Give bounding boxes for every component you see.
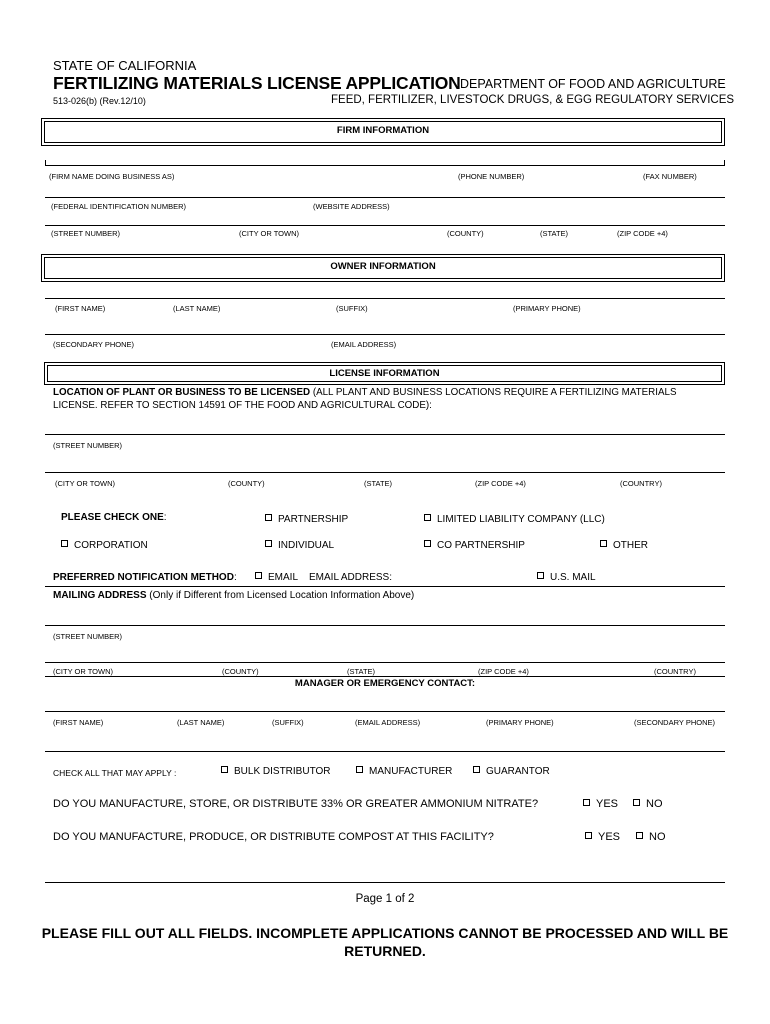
license-row-1-line (45, 434, 725, 435)
checkbox-icon[interactable] (356, 766, 363, 773)
mailing-country-field[interactable]: (COUNTRY) (654, 667, 696, 676)
mailing-row-3-line (45, 676, 725, 677)
guarantor-checkbox[interactable]: GUARANTOR (473, 766, 550, 777)
manufacturer-checkbox[interactable]: MANUFACTURER (356, 766, 452, 777)
location-heading: LOCATION OF PLANT OR BUSINESS TO BE LICENSED (53, 387, 311, 398)
owner-section-header (41, 254, 725, 282)
mailing-city-field[interactable]: (CITY OR TOWN) (53, 667, 113, 676)
license-section-title: LICENSE INFORMATION (329, 368, 440, 379)
activities-label: CHECK ALL THAT MAY APPLY : (53, 768, 177, 778)
check-one-label: PLEASE CHECK ONE: (61, 512, 167, 523)
checkbox-icon[interactable] (473, 766, 480, 773)
divider (724, 160, 725, 166)
firm-section-title: FIRM INFORMATION (336, 125, 430, 136)
owner-secondary-phone-field[interactable]: (SECONDARY PHONE) (53, 340, 134, 349)
bottom-line (45, 882, 725, 883)
ammonium-no-checkbox[interactable]: NO (633, 798, 663, 810)
page-number: Page 1 of 2 (355, 893, 415, 905)
checkbox-icon[interactable] (600, 540, 607, 547)
state-name: STATE OF CALIFORNIA (53, 58, 197, 73)
firm-street-field[interactable]: (STREET NUMBER) (51, 229, 121, 238)
firm-county-field[interactable]: (COUNTY) (447, 229, 484, 238)
checkbox-icon[interactable] (537, 572, 544, 579)
incomplete-notice: PLEASE FILL OUT ALL FIELDS. INCOMPLETE APPLICATIONS CANNOT BE PROCESSED AND WILL BE RETURNED. (41, 925, 729, 959)
firm-row-3-line (45, 225, 725, 226)
owner-email-field[interactable]: (EMAIL ADDRESS) (331, 340, 397, 349)
license-section-header (44, 362, 725, 385)
owner-row-2-line (45, 334, 725, 335)
owner-suffix-field[interactable]: (SUFFIX) (336, 304, 368, 313)
individual-checkbox[interactable]: INDIVIDUAL (265, 540, 334, 551)
checkbox-icon[interactable] (585, 832, 592, 839)
mailing-zip-field[interactable]: (ZIP CODE +4) (478, 667, 529, 676)
owner-row-1-line (45, 298, 725, 299)
division-name: FEED, FERTILIZER, LIVESTOCK DRUGS, & EGG REGULATORY SERVICES (331, 94, 735, 106)
mailing-state-field[interactable]: (STATE) (347, 667, 376, 676)
other-checkbox[interactable]: OTHER (600, 540, 648, 551)
firm-name-field[interactable]: (FIRM NAME DOING BUSINESS AS) (49, 172, 175, 181)
license-row-2-line (45, 472, 725, 473)
notification-email-address-field[interactable]: EMAIL ADDRESS: (309, 572, 392, 583)
checkbox-icon[interactable] (255, 572, 262, 579)
owner-primary-phone-field[interactable]: (PRIMARY PHONE) (513, 304, 581, 313)
firm-fax-field[interactable]: (FAX NUMBER) (643, 172, 697, 181)
mailing-county-field[interactable]: (COUNTY) (222, 667, 259, 676)
checkbox-icon[interactable] (633, 799, 640, 806)
llc-checkbox[interactable]: LIMITED LIABILITY COMPANY (LLC) (424, 514, 605, 525)
website-field[interactable]: (WEBSITE ADDRESS) (313, 202, 390, 211)
location-city-field[interactable]: (CITY OR TOWN) (55, 479, 115, 488)
checkbox-icon[interactable] (265, 540, 272, 547)
partnership-checkbox[interactable]: PARTNERSHIP (265, 514, 348, 525)
checkbox-icon[interactable] (636, 832, 643, 839)
location-county-field[interactable]: (COUNTY) (228, 479, 265, 488)
manager-row-line (45, 711, 725, 712)
location-country-field[interactable]: (COUNTRY) (620, 479, 662, 488)
firm-zip-field[interactable]: (ZIP CODE +4) (617, 229, 668, 238)
ammonium-nitrate-question: DO YOU MANUFACTURE, STORE, OR DISTRIBUTE 33% OR GREATER AMMONIUM NITRATE? (53, 798, 539, 810)
checkbox-icon[interactable] (583, 799, 590, 806)
firm-phone-field[interactable]: (PHONE NUMBER) (458, 172, 525, 181)
manager-bottom-line (45, 751, 725, 752)
checkbox-icon[interactable] (265, 514, 272, 521)
location-state-field[interactable]: (STATE) (364, 479, 393, 488)
compost-no-checkbox[interactable]: NO (636, 831, 666, 843)
mailing-row-1-line (45, 625, 725, 626)
manager-primary-phone-field[interactable]: (PRIMARY PHONE) (486, 718, 554, 727)
notification-label: PREFERRED NOTIFICATION METHOD: (53, 572, 237, 583)
manager-email-field[interactable]: (EMAIL ADDRESS) (355, 718, 421, 727)
manager-heading: MANAGER OR EMERGENCY CONTACT: (294, 678, 476, 689)
compost-question: DO YOU MANUFACTURE, PRODUCE, OR DISTRIBUTE COMPOST AT THIS FACILITY? (53, 831, 494, 843)
divider (45, 160, 46, 166)
federal-id-field[interactable]: (FEDERAL IDENTIFICATION NUMBER) (51, 202, 187, 211)
location-note: (ALL PLANT AND BUSINESS LOCATIONS REQUIRE A FERTILIZING MATERIALS LICENSE. REFER TO SECTION 14591 OF THE FOOD AND AGRICULTURAL CODE): (53, 387, 677, 411)
firm-section-header (41, 118, 725, 146)
co-partnership-checkbox[interactable]: CO PARTNERSHIP (424, 540, 525, 551)
owner-section-title: OWNER INFORMATION (330, 261, 436, 272)
form-number: 513-026(b) (Rev.12/10) (53, 96, 146, 106)
bulk-distributor-checkbox[interactable]: BULK DISTRIBUTOR (221, 766, 331, 777)
checkbox-icon[interactable] (61, 540, 68, 547)
checkbox-icon[interactable] (221, 766, 228, 773)
manager-last-name-field[interactable]: (LAST NAME) (177, 718, 225, 727)
mailing-address-heading: MAILING ADDRESS (Only if Different from Licensed Location Information Above) (53, 590, 415, 601)
firm-row-1-line (45, 165, 725, 166)
manager-suffix-field[interactable]: (SUFFIX) (272, 718, 304, 727)
owner-first-name-field[interactable]: (FIRST NAME) (55, 304, 106, 313)
checkbox-icon[interactable] (424, 514, 431, 521)
location-street-field[interactable]: (STREET NUMBER) (53, 441, 123, 450)
notification-line (45, 586, 725, 587)
location-zip-field[interactable]: (ZIP CODE +4) (475, 479, 526, 488)
corporation-checkbox[interactable]: CORPORATION (61, 540, 148, 551)
owner-last-name-field[interactable]: (LAST NAME) (173, 304, 221, 313)
department-name: DEPARTMENT OF FOOD AND AGRICULTURE (460, 77, 726, 91)
manager-first-name-field[interactable]: (FIRST NAME) (53, 718, 104, 727)
firm-row-2-line (45, 197, 725, 198)
ammonium-yes-checkbox[interactable]: YES (583, 798, 618, 810)
location-instructions (53, 386, 723, 412)
compost-yes-checkbox[interactable]: YES (585, 831, 620, 843)
manager-secondary-phone-field[interactable]: (SECONDARY PHONE) (634, 718, 715, 727)
form-title: FERTILIZING MATERIALS LICENSE APPLICATION (53, 73, 461, 93)
email-notification-checkbox[interactable]: EMAIL (255, 572, 298, 583)
mailing-street-field[interactable]: (STREET NUMBER) (53, 632, 123, 641)
us-mail-checkbox[interactable]: U.S. MAIL (537, 572, 596, 583)
firm-state-field[interactable]: (STATE) (540, 229, 569, 238)
checkbox-icon[interactable] (424, 540, 431, 547)
mailing-row-2-line (45, 662, 725, 663)
firm-city-field[interactable]: (CITY OR TOWN) (239, 229, 299, 238)
